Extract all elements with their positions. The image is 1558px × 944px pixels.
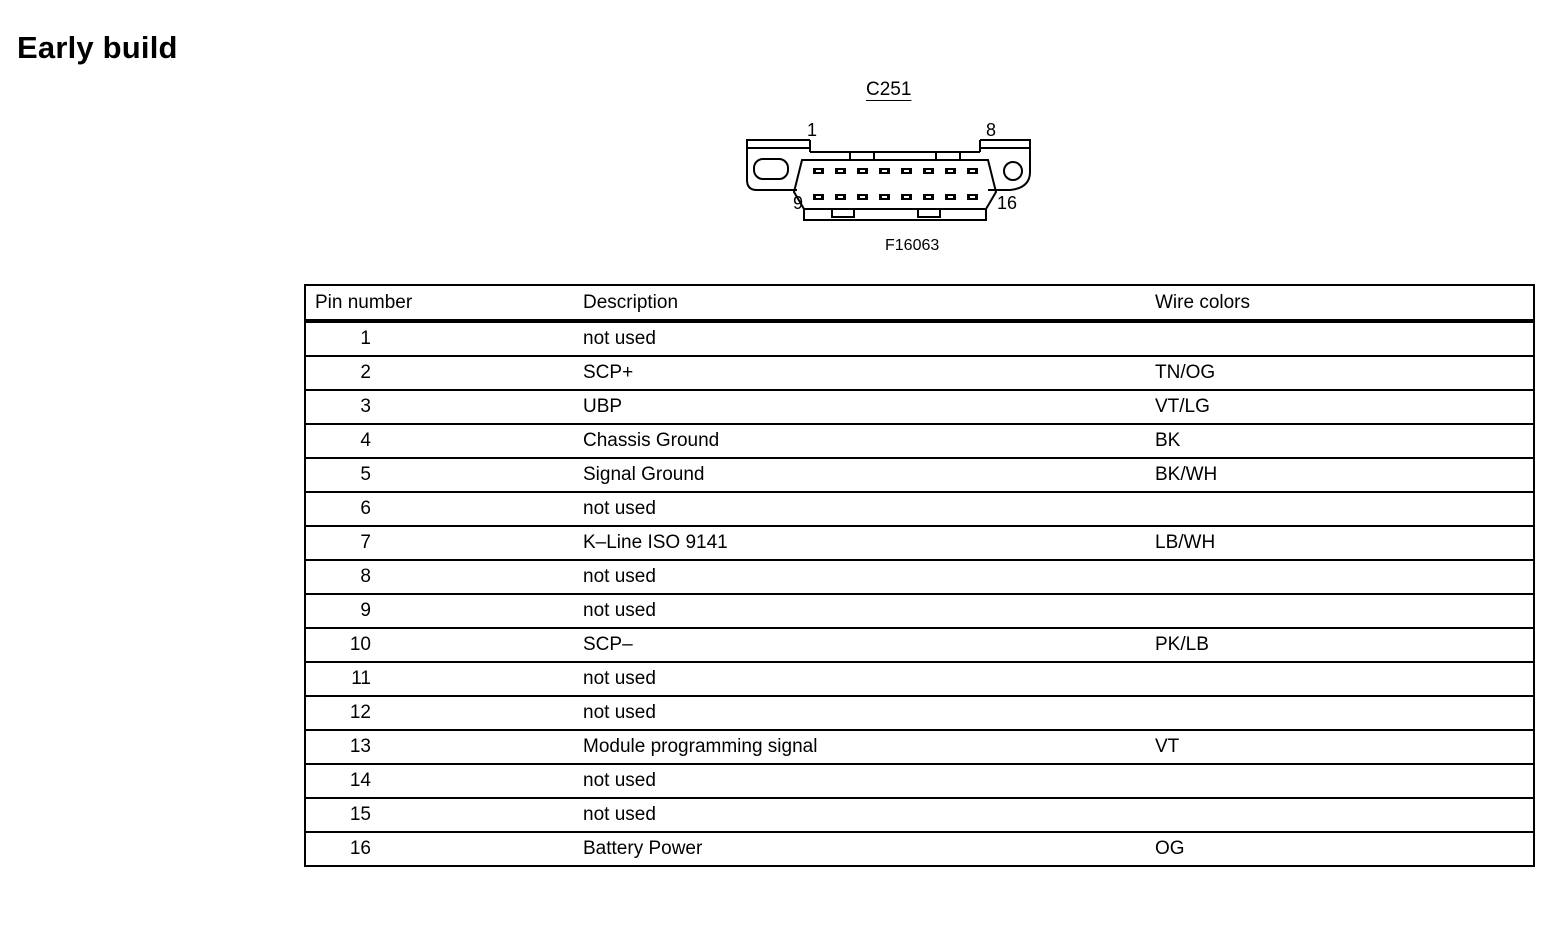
pin-number-cell [305, 424, 583, 458]
pin-number-cell [305, 458, 583, 492]
wire-color-cell [1155, 798, 1534, 832]
pin-number-cell [305, 526, 583, 560]
table-row [305, 696, 1534, 730]
wire-color-cell: TN/OG [1155, 356, 1534, 390]
header-description: Description [583, 285, 1155, 321]
description-cell: not used [583, 696, 1155, 730]
table-row [305, 628, 1534, 662]
pin-number: 1 [360, 328, 371, 349]
pin-number-cell [305, 390, 583, 424]
wire-color-cell: BK [1155, 424, 1534, 458]
pin-number-cell [305, 628, 583, 662]
description-cell: not used [583, 492, 1155, 526]
description-cell: UBP [583, 390, 1155, 424]
pin-label-16: 16 [997, 193, 1018, 213]
pin-number: 15 [349, 804, 371, 825]
wire-color-cell [1155, 764, 1534, 798]
pin-number: 16 [349, 838, 371, 859]
pin-number: 3 [360, 396, 371, 417]
description-cell: Battery Power [583, 832, 1155, 866]
wire-color-cell [1155, 662, 1534, 696]
description-cell: K–Line ISO 9141 [583, 526, 1155, 560]
wire-color-cell: LB/WH [1155, 526, 1534, 560]
description-cell: not used [583, 560, 1155, 594]
pin-number: 12 [349, 702, 371, 723]
header-wire-colors: Wire colors [1155, 285, 1534, 321]
pin-number-cell [305, 798, 583, 832]
table-body [305, 321, 1534, 866]
pin-number: 11 [351, 668, 371, 689]
description-cell: SCP+ [583, 356, 1155, 390]
pin-label-1: 1 [807, 120, 818, 140]
description-cell: not used [583, 321, 1155, 356]
description-cell: Signal Ground [583, 458, 1155, 492]
table-header-row [305, 285, 1534, 321]
table-row [305, 798, 1534, 832]
table-row [305, 764, 1534, 798]
wire-color-cell [1155, 594, 1534, 628]
table-row [305, 526, 1534, 560]
pin-number-cell [305, 560, 583, 594]
pin-number: 8 [360, 566, 371, 587]
pin-number: 10 [349, 634, 371, 655]
wire-color-cell [1155, 321, 1534, 356]
header-pin-number: Pin number [305, 285, 583, 321]
wire-color-cell: BK/WH [1155, 458, 1534, 492]
description-cell: Module programming signal [583, 730, 1155, 764]
table-row [305, 560, 1534, 594]
table-row [305, 458, 1534, 492]
connector-name: C251 [866, 79, 912, 100]
description-cell: Chassis Ground [583, 424, 1155, 458]
pin-label-9: 9 [793, 193, 804, 213]
wire-color-cell [1155, 696, 1534, 730]
pin-number: 6 [360, 498, 371, 519]
pin-number: 7 [360, 532, 371, 553]
page-title: Early build [17, 30, 178, 65]
table-row [305, 424, 1534, 458]
wire-color-cell [1155, 560, 1534, 594]
description-cell: not used [583, 764, 1155, 798]
pin-number-cell [305, 662, 583, 696]
pin-number: 9 [360, 600, 371, 621]
table-row [305, 730, 1534, 764]
pin-label-8: 8 [986, 120, 997, 140]
pin-number-cell [305, 696, 583, 730]
description-cell: not used [583, 594, 1155, 628]
table-row [305, 390, 1534, 424]
figure-id: F16063 [885, 237, 940, 254]
wire-color-cell: OG [1155, 832, 1534, 866]
description-cell: SCP– [583, 628, 1155, 662]
wire-color-cell [1155, 492, 1534, 526]
description-cell: not used [583, 662, 1155, 696]
table-row [305, 832, 1534, 866]
pin-number: 13 [349, 736, 371, 757]
description-cell: not used [583, 798, 1155, 832]
pin-number: 5 [360, 464, 371, 485]
wire-color-cell: VT [1155, 730, 1534, 764]
wire-color-cell: PK/LB [1155, 628, 1534, 662]
pin-number: 14 [349, 770, 371, 791]
pin-number: 4 [360, 430, 371, 451]
table-row [305, 662, 1534, 696]
table-row [305, 321, 1534, 356]
pin-number-cell [305, 321, 583, 356]
pinout-table [304, 284, 1535, 867]
connector-figure [740, 72, 1040, 272]
pin-number-cell [305, 356, 583, 390]
pin-number-cell [305, 730, 583, 764]
pin-number: 2 [360, 362, 371, 383]
pin-number-cell [305, 832, 583, 866]
table-row [305, 594, 1534, 628]
pin-number-cell [305, 764, 583, 798]
table-row [305, 356, 1534, 390]
pin-number-cell [305, 594, 583, 628]
pin-number-cell [305, 492, 583, 526]
table-row [305, 492, 1534, 526]
wire-color-cell: VT/LG [1155, 390, 1534, 424]
